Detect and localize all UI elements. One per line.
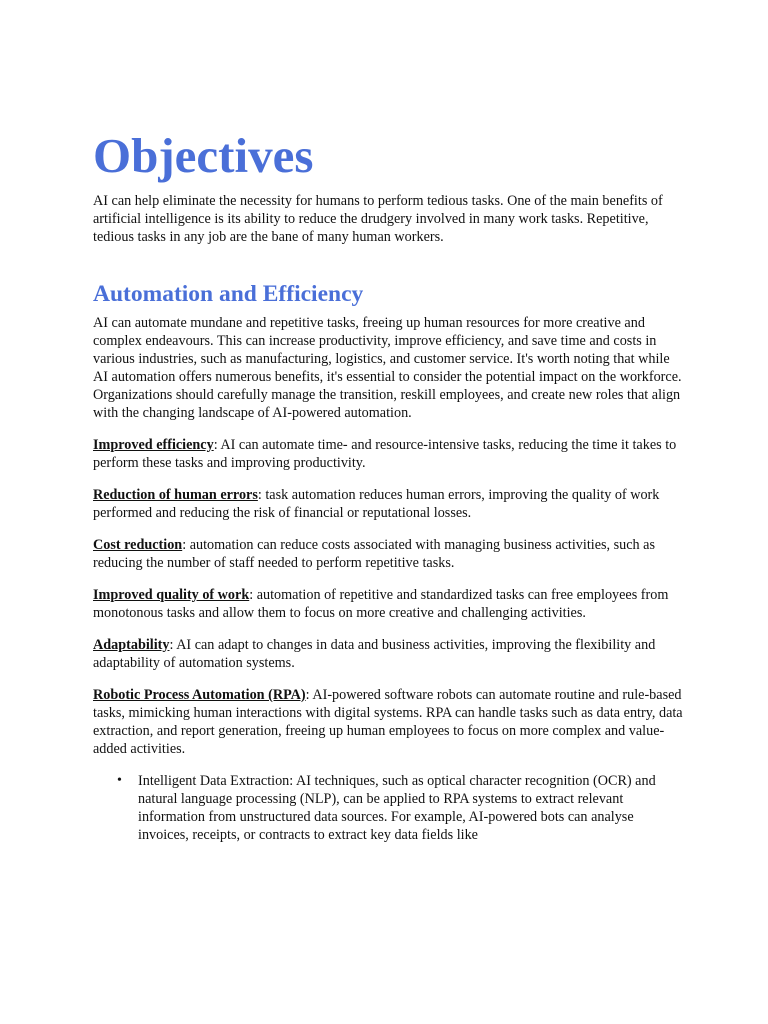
item-improved-efficiency <box>93 436 683 472</box>
item-term: Robotic Process Automation (RPA) <box>93 687 306 703</box>
item-text: : AI can adapt to changes in data and business activities, improving the flexibility and adaptability of automation systems. <box>93 637 656 671</box>
item-improved-quality <box>93 586 683 622</box>
item-term: Reduction of human errors <box>93 487 258 503</box>
section-body-paragraph: AI can automate mundane and repetitive tasks, freeing up human resources for more creative and complex endeavours. This can increase productivity, improve efficiency, and save time and costs in various industries, such as manufacturing, logistics, and customer service. It's worth noting that while AI automation offers numerous benefits, it's essential to consider the potential impact on the workforce. Organizations should carefully manage the transition, reskill employees, and create new roles that align with the changing landscape of AI-powered automation. <box>93 315 682 421</box>
item-adaptability <box>93 636 683 672</box>
item-rpa <box>93 686 683 758</box>
item-text: : task automation reduces human errors, improving the quality of work performed and reducing the risk of financial or reputational losses. <box>93 487 660 521</box>
bullet-item <box>93 772 683 844</box>
bullet-text: Intelligent Data Extraction: AI techniques, such as optical character recognition (OCR) and natural language processing (NLP), can be applied to RPA systems to extract relevant information from unstructured data sources. For example, AI-powered bots can analyse invoices, receipts, or contracts to extract key data fields like <box>138 773 656 843</box>
item-text: : automation can reduce costs associated with managing business activities, such as reducing the number of staff needed to perform repetitive tasks. <box>93 537 655 571</box>
item-cost-reduction <box>93 536 683 572</box>
intro-paragraph: AI can help eliminate the necessity for humans to perform tedious tasks. One of the main benefits of artificial intelligence is its ability to reduce the drudgery involved in many work tasks. Repetitive, tedious tasks in any job are the bane of many human workers. <box>93 193 663 245</box>
item-text: : automation of repetitive and standardized tasks can free employees from monotonous tasks and allow them to focus on more creative and challenging activities. <box>93 587 669 621</box>
item-term: Cost reduction <box>93 537 183 553</box>
bullet-dot-icon: • <box>117 773 122 788</box>
item-reduction-human-errors <box>93 486 683 522</box>
item-term: Improved quality of work <box>93 587 250 603</box>
section-heading: Automation and Efficiency <box>93 281 364 307</box>
item-text: : AI-powered software robots can automate routine and rule-based tasks, mimicking human interactions with digital systems. RPA can handle tasks such as data entry, data extraction, and report generation, freeing up human employees to focus on more complex and value-added activities. <box>93 687 683 757</box>
document-page <box>93 126 683 844</box>
page-title: Objectives <box>93 128 314 183</box>
bullet-list <box>93 772 683 844</box>
item-text: : AI can automate time- and resource-intensive tasks, reducing the time it takes to perform these tasks and improving productivity. <box>93 437 677 471</box>
item-term: Adaptability <box>93 637 170 653</box>
item-term: Improved efficiency <box>93 437 214 453</box>
